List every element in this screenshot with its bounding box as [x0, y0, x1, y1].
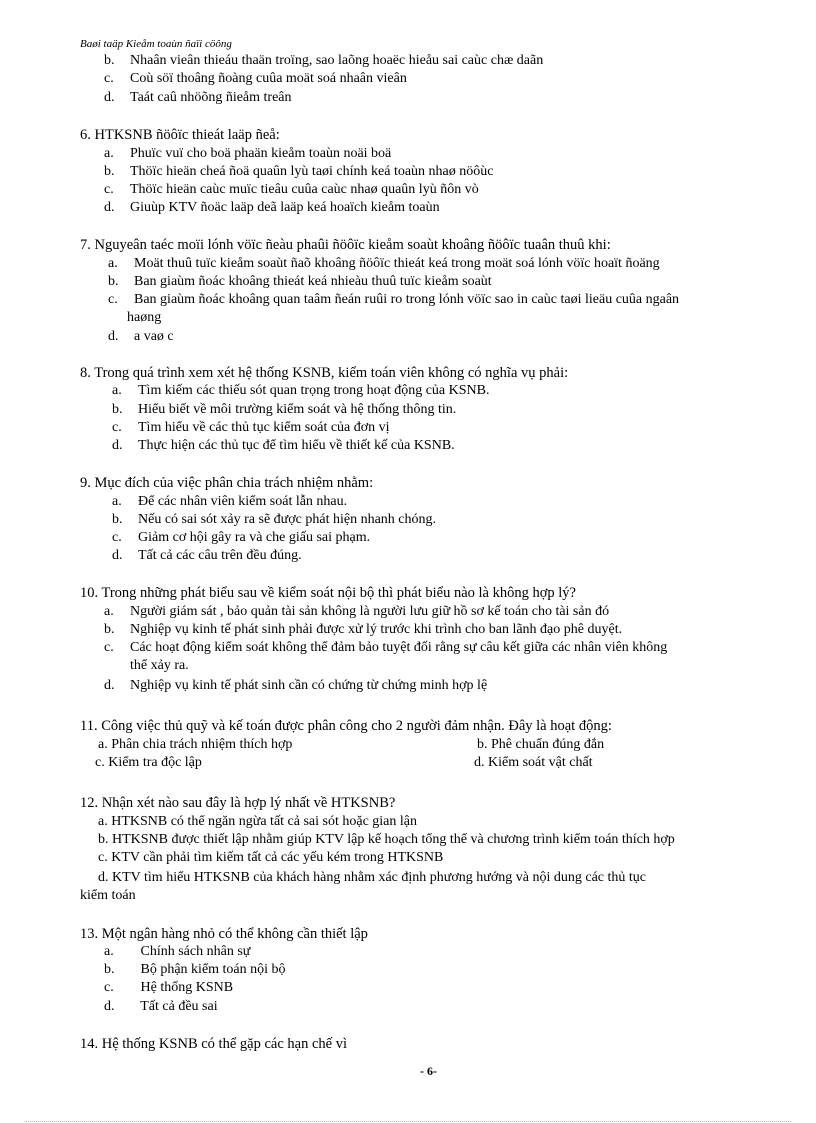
- question-stem: 13. Một ngân hàng nhỏ có thể không cần thiết lập: [80, 926, 368, 942]
- option-text: Moät thuû tuïc kieåm soaùt ñaõ khoâng ñöôïc thieát keá trong moät soá lónh vöïc hoaït ñoäng: [134, 256, 660, 271]
- option-text: Nghiệp vụ kinh tế phát sinh phải được xử lý trước khi trình cho ban lãnh đạo phê duyệt.: [130, 622, 623, 637]
- text-line: b. Phê chuẩn đúng đắn: [477, 737, 605, 752]
- option-text: Các hoạt động kiểm soát không thể đảm bảo tuyệt đối rằng sự câu kết giữa các nhân viên không: [130, 640, 668, 655]
- answer-option: [104, 621, 622, 639]
- option-label: a.: [104, 944, 114, 959]
- option-label: a.: [112, 494, 122, 509]
- answer-option: [108, 328, 174, 346]
- answer-option: [104, 199, 440, 217]
- option-label: c.: [104, 182, 114, 197]
- option-text: a vaø c: [134, 329, 174, 344]
- option-label: c.: [104, 71, 114, 86]
- answer-option: [112, 547, 302, 565]
- answer-option: [112, 493, 347, 511]
- option-text: Tất cả các câu trên đều đúng.: [138, 548, 302, 563]
- option-text: Giuùp KTV ñoäc laäp deã laäp keá hoaïch kieåm toaùn: [130, 200, 440, 215]
- question-stem: 8. Trong quá trình xem xét hệ thống KSNB, kiểm toán viên không có nghĩa vụ phải:: [80, 365, 569, 381]
- text-line: a. HTKSNB có thể ngăn ngừa tất cả sai sót hoặc gian lận: [98, 814, 417, 829]
- option-label: d.: [104, 678, 115, 693]
- text-line: kiểm toán: [80, 888, 136, 903]
- option-text: Ban giaùm ñoác khoâng thieát keá nhieàu thuû tuïc kieåm soaùt: [134, 274, 492, 289]
- answer-option: [108, 273, 492, 291]
- option-label: c.: [104, 980, 114, 995]
- option-text: Nghiệp vụ kinh tế phát sinh cần có chứng từ chứng minh hợp lệ: [130, 678, 488, 693]
- option-text: Người giám sát , bảo quản tài sản không là người lưu giữ hồ sơ kế toán cho tài sản đó: [130, 604, 610, 619]
- option-text: Tất cả đều sai: [130, 999, 218, 1014]
- answer-option: [108, 255, 660, 273]
- option-text: Hệ thống KSNB: [130, 980, 234, 995]
- option-text: Phuïc vuï cho boä phaän kieåm toaùn noäi boä: [130, 146, 392, 161]
- option-label: b.: [108, 274, 119, 289]
- option-label: a.: [112, 383, 122, 398]
- answer-option: [112, 401, 456, 419]
- text-line: b. HTKSNB được thiết lập nhằm giúp KTV lập kế hoạch tổng thể và chương trình kiểm toán thích hợp: [98, 832, 675, 847]
- answer-option: [112, 511, 436, 529]
- text-line: haøng: [127, 310, 162, 325]
- text-line: c. KTV cần phải tìm kiếm tất cả các yếu kém trong HTKSNB: [98, 850, 444, 865]
- option-label: c.: [112, 530, 122, 545]
- option-label: d.: [108, 329, 119, 344]
- option-text: Tìm hiểu về các thủ tục kiểm soát của đơn vị: [138, 420, 390, 435]
- answer-option: [104, 943, 250, 961]
- answer-option: [108, 291, 679, 309]
- page-header: Baøi taäp Kieåm toaùn ñaïi cöông: [80, 38, 232, 50]
- option-label: b.: [104, 622, 115, 637]
- option-text: Thöïc hieän caùc muïc tieâu cuûa caùc nhaø quaûn lyù ñôn vò: [130, 182, 479, 197]
- question-stem: 11. Công việc thủ quỹ và kế toán được phân công cho 2 người đảm nhận. Đây là hoạt động:: [80, 718, 612, 734]
- option-text: Thực hiện các thủ tục để tìm hiểu về thiết kế của KSNB.: [138, 438, 455, 453]
- text-line: c. Kiểm tra độc lập: [95, 755, 202, 770]
- option-text: Nhaân vieân thieáu thaän troïng, sao laõng hoaëc hieåu sai caùc chæ daãn: [130, 53, 544, 68]
- option-label: d.: [104, 200, 115, 215]
- answer-option: [112, 529, 370, 547]
- option-label: c.: [112, 420, 122, 435]
- page-number: - 6-: [420, 1064, 437, 1078]
- question-stem: 12. Nhận xét nào sau đây là hợp lý nhất về HTKSNB?: [80, 795, 396, 811]
- page-bottom-divider: [25, 1121, 791, 1122]
- answer-option: [104, 639, 667, 657]
- option-text: Taát caû nhöõng ñieåm treân: [130, 90, 292, 105]
- option-text: Để các nhân viên kiểm soát lẫn nhau.: [138, 494, 348, 509]
- answer-option: [104, 145, 391, 163]
- answer-option: [104, 70, 407, 88]
- option-text: Hiểu biết về môi trường kiểm soát và hệ thống thông tin.: [138, 402, 457, 417]
- answer-option: [104, 52, 543, 70]
- option-text: Chính sách nhân sự: [130, 944, 251, 959]
- option-label: d.: [104, 90, 115, 105]
- option-text: Ban giaùm ñoác khoâng quan taâm ñeán ruûi ro trong lónh vöïc sao in caùc taøi lieäu cuûa ngaân: [134, 292, 680, 307]
- option-label: a.: [108, 256, 118, 271]
- question-stem: 9. Mục đích của việc phân chia trách nhiệm nhằm:: [80, 475, 374, 491]
- answer-option: [112, 419, 390, 437]
- option-label: a.: [104, 604, 114, 619]
- option-label: d.: [112, 438, 123, 453]
- option-label: b.: [112, 512, 123, 527]
- option-label: b.: [104, 164, 115, 179]
- option-label: c.: [104, 640, 114, 655]
- option-label: a.: [104, 146, 114, 161]
- option-text: Thöïc hieän cheá ñoä quaûn lyù taøi chính keá toaùn nhaø nöôùc: [130, 164, 494, 179]
- option-text: Coù söï thoâng ñoàng cuûa moät soá nhaân vieân: [130, 71, 407, 86]
- answer-option: [104, 181, 479, 199]
- answer-option: [104, 89, 292, 107]
- text-line: d. KTV tìm hiểu HTKSNB của khách hàng nhằm xác định phương hướng và nội dung các thủ tục: [98, 870, 647, 885]
- answer-option: [104, 677, 487, 695]
- option-label: c.: [108, 292, 118, 307]
- answer-option: [104, 998, 218, 1016]
- option-text: Giảm cơ hội gây ra và che giấu sai phạm.: [138, 530, 371, 545]
- question-stem: 14. Hệ thống KSNB có thể gặp các hạn chế vì: [80, 1036, 347, 1052]
- answer-option: [104, 979, 233, 997]
- option-text: Tìm kiếm các thiếu sót quan trọng trong hoạt động của KSNB.: [138, 383, 490, 398]
- option-label: d.: [112, 548, 123, 563]
- option-label: b.: [112, 402, 123, 417]
- option-label: b.: [104, 53, 115, 68]
- answer-option: [104, 961, 286, 979]
- text-line: thể xảy ra.: [130, 658, 189, 673]
- question-stem: 6. HTKSNB ñöôïc thieát laäp ñeå:: [80, 127, 280, 143]
- option-label: d.: [104, 999, 115, 1014]
- text-line: a. Phân chia trách nhiệm thích hợp: [98, 737, 293, 752]
- answer-option: [104, 163, 494, 181]
- option-text: Bộ phận kiểm toán nội bộ: [130, 962, 286, 977]
- option-text: Nếu có sai sót xảy ra sẽ được phát hiện nhanh chóng.: [138, 512, 437, 527]
- text-line: d. Kiểm soát vật chất: [474, 755, 593, 770]
- answer-option: [112, 382, 490, 400]
- question-stem: 10. Trong những phát biểu sau về kiểm soát nội bộ thì phát biểu nào là không hợp lý?: [80, 585, 576, 601]
- option-label: b.: [104, 962, 115, 977]
- question-stem: 7. Nguyeân taéc moïi lónh vöïc ñeàu phaûi ñöôïc kieåm soaùt khoâng ñöôïc tuaân thuû khi:: [80, 237, 611, 253]
- answer-option: [112, 437, 455, 455]
- answer-option: [104, 603, 609, 621]
